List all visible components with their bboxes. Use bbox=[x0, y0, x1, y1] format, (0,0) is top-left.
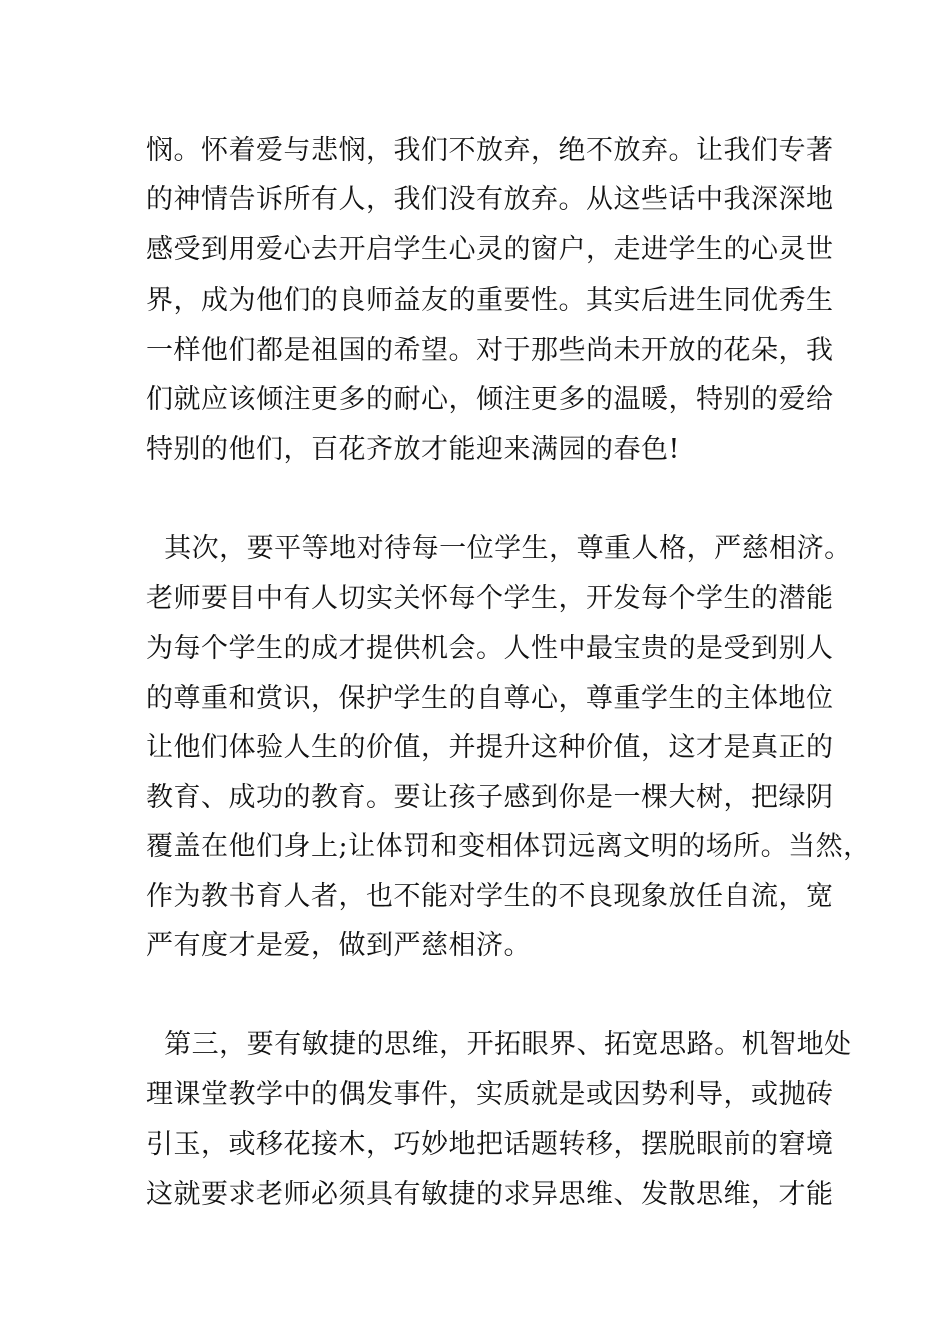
text-line: 第三，要有敏捷的思维，开拓眼界、拓宽思路。机智地处 bbox=[146, 1029, 852, 1060]
text-line: 们就应该倾注更多的耐心，倾注更多的温暖，特别的爱给 bbox=[146, 384, 834, 415]
text-line: 严有度才是爱，做到严慈相济。 bbox=[146, 930, 531, 961]
text-line: 让他们体验人生的价值，并提升这种价值，这才是真正的 bbox=[146, 732, 834, 763]
text-line: 一样他们都是祖国的希望。对于那些尚未开放的花朵，我 bbox=[146, 335, 834, 366]
text-line: 其次，要平等地对待每一位学生，尊重人格，严慈相济。 bbox=[146, 533, 852, 564]
text-line: 老师要目中有人切实关怀每个学生，开发每个学生的潜能 bbox=[146, 583, 834, 614]
text-line: 教育、成功的教育。要让孩子感到你是一棵大树，把绿阴 bbox=[146, 782, 834, 813]
text-line: 特别的他们，百花齐放才能迎来满园的春色! bbox=[146, 434, 680, 465]
text-line: 覆盖在他们身上;让体罚和变相体罚远离文明的场所。当然， bbox=[146, 831, 871, 862]
text-line: 为每个学生的成才提供机会。人性中最宝贵的是受到别人 bbox=[146, 633, 834, 664]
text-line: 的尊重和赏识，保护学生的自尊心，尊重学生的主体地位 bbox=[146, 683, 834, 714]
text-line: 感受到用爱心去开启学生心灵的窗户，走进学生的心灵世 bbox=[146, 234, 834, 265]
text-line: 的神情告诉所有人，我们没有放弃。从这些话中我深深地 bbox=[146, 184, 834, 215]
text-line: 悯。怀着爱与悲悯，我们不放弃，绝不放弃。让我们专著 bbox=[146, 135, 834, 166]
text-line: 作为教书育人者，也不能对学生的不良现象放任自流，宽 bbox=[146, 881, 834, 912]
text-line: 界，成为他们的良师益友的重要性。其实后进生同优秀生 bbox=[146, 285, 834, 316]
text-line: 理课堂教学中的偶发事件，实质就是或因势利导，或抛砖 bbox=[146, 1079, 834, 1110]
text-line: 引玉，或移花接木，巧妙地把话题转移，摆脱眼前的窘境 bbox=[146, 1129, 834, 1160]
text-line: 这就要求老师必须具有敏捷的求异思维、发散思维，才能 bbox=[146, 1179, 834, 1210]
